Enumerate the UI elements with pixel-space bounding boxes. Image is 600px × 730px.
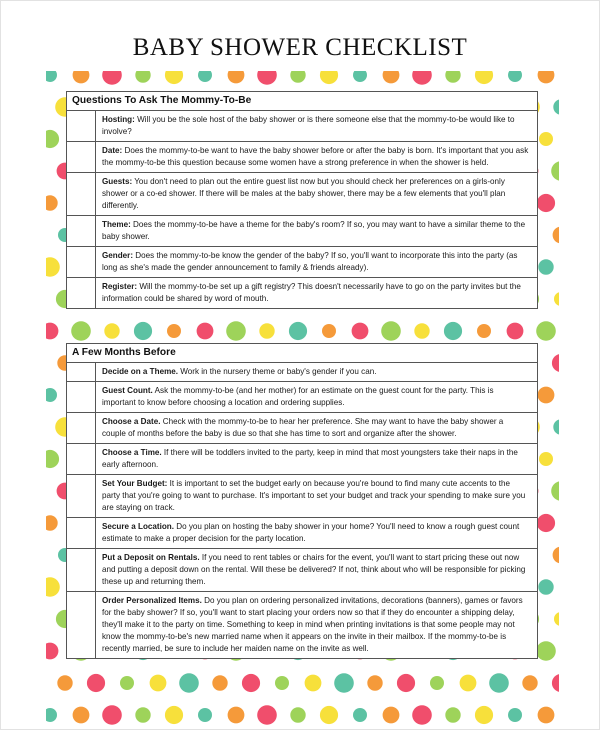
item-text xyxy=(96,247,537,277)
polka-dot xyxy=(538,259,553,274)
checkbox-cell[interactable] xyxy=(67,111,96,141)
item-label: Guests: xyxy=(102,177,133,186)
polka-dot xyxy=(554,292,559,306)
checkbox-cell[interactable] xyxy=(67,382,96,412)
item-description: Do you plan on hosting the baby shower in your home? You'll need to know a rough guest count estimate to make a proper decision for the party location. xyxy=(102,522,520,543)
polka-dot xyxy=(477,324,491,338)
checklist-row xyxy=(67,363,537,381)
checklist-row xyxy=(67,215,537,246)
polka-dot xyxy=(322,324,336,338)
polka-dot xyxy=(383,707,400,724)
polka-dot xyxy=(537,514,555,532)
checklist-row xyxy=(67,548,537,591)
polka-dot xyxy=(46,643,58,660)
item-label: Set Your Budget: xyxy=(102,479,168,488)
checklist-row xyxy=(67,412,537,443)
polka-dot xyxy=(102,71,122,85)
polka-dot xyxy=(536,321,556,341)
polka-dot xyxy=(475,706,493,724)
polka-dot xyxy=(165,706,183,724)
checklist-row xyxy=(67,141,537,172)
polka-dot xyxy=(552,674,559,692)
checkbox-cell[interactable] xyxy=(67,444,96,474)
polka-dot xyxy=(228,71,245,83)
polka-dot xyxy=(538,387,555,404)
polka-dot xyxy=(412,705,432,725)
polka-dot xyxy=(334,673,354,693)
item-text xyxy=(96,592,537,658)
checklist-row xyxy=(67,246,537,277)
checklist-row xyxy=(67,474,537,517)
polka-dot xyxy=(538,579,553,594)
polka-dot xyxy=(46,257,60,277)
polka-dot xyxy=(383,71,400,83)
polka-dot xyxy=(228,707,245,724)
polka-dot xyxy=(198,71,212,82)
item-label: Gender: xyxy=(102,251,134,260)
polka-dot xyxy=(538,71,555,83)
polka-dot xyxy=(367,675,382,690)
section-header: Questions To Ask The Mommy-To-Be xyxy=(67,92,537,111)
polka-dot xyxy=(352,323,369,340)
polka-dot xyxy=(46,130,59,148)
polka-dot xyxy=(57,675,72,690)
polka-dot xyxy=(536,641,556,661)
item-text xyxy=(96,216,537,246)
checkbox-cell[interactable] xyxy=(67,247,96,277)
polka-dot xyxy=(508,71,522,82)
polka-dot xyxy=(290,71,305,83)
checklist-row xyxy=(67,277,537,308)
item-label: Secure a Location. xyxy=(102,522,174,531)
checkbox-cell[interactable] xyxy=(67,142,96,172)
polka-dot xyxy=(259,323,274,338)
polka-dot xyxy=(104,323,119,338)
polka-dot xyxy=(305,675,322,692)
polka-dot xyxy=(71,321,91,341)
polka-dot xyxy=(198,708,212,722)
polka-dot xyxy=(134,322,152,340)
item-label: Choose a Date. xyxy=(102,417,161,426)
polka-dot xyxy=(522,675,537,690)
polka-dot xyxy=(551,481,559,501)
checklist-row xyxy=(67,443,537,474)
polka-dot xyxy=(135,71,150,83)
item-label: Theme: xyxy=(102,220,131,229)
polka-dot xyxy=(179,673,199,693)
section-header: A Few Months Before xyxy=(67,344,537,363)
polka-dot xyxy=(46,577,60,597)
polka-dot xyxy=(135,707,150,722)
polka-dot xyxy=(445,707,460,722)
item-text xyxy=(96,549,537,591)
polka-dot xyxy=(150,675,167,692)
item-description: Does the mommy-to-be know the gender of the baby? If so, you'll want to incorporate this into the party (as long as she's made the gender announcement to family & friends already). xyxy=(102,251,518,272)
polka-dot xyxy=(430,676,444,690)
item-description: It is important to set the budget early on because you're bound to find many cute accents to the party that you're going to want to purchase. It's important to set your budget and track your spending to make sure you are staying on track. xyxy=(102,479,526,512)
section-questions xyxy=(66,91,538,309)
polka-dot xyxy=(167,324,181,338)
polka-dot xyxy=(537,194,555,212)
checkbox-cell[interactable] xyxy=(67,549,96,591)
item-label: Order Personalized Items. xyxy=(102,596,202,605)
polka-dot xyxy=(46,71,57,82)
polka-dot xyxy=(353,71,367,82)
polka-dot xyxy=(554,612,559,626)
item-description: Does the mommy-to-be have a theme for the baby's room? If so, you may want to have a similar theme to the baby shower. xyxy=(102,220,526,241)
polka-dot xyxy=(552,354,559,372)
polka-dot xyxy=(553,227,559,244)
item-description: Work in the nursery theme or baby's gender if you can. xyxy=(180,367,377,376)
item-text xyxy=(96,444,537,474)
checklist-row xyxy=(67,517,537,548)
polka-dot xyxy=(226,321,246,341)
checklist-row xyxy=(67,172,537,215)
polka-dot xyxy=(445,71,460,83)
item-description: Will the mommy-to-be set up a gift registry? This doesn't necessarily have to go on the party invites but the information could be shared by word of mouth. xyxy=(102,282,521,303)
item-description: Ask the mommy-to-be (and her mother) for an estimate on the guest count for the party. This is important to know before choosing a location and ordering supplies. xyxy=(102,386,494,407)
polka-dot xyxy=(46,515,58,530)
polka-dot xyxy=(381,321,401,341)
polka-dot xyxy=(475,71,493,84)
polka-dot xyxy=(320,706,338,724)
polka-dot xyxy=(353,708,367,722)
polka-dot xyxy=(289,322,307,340)
checkbox-cell[interactable] xyxy=(67,592,96,658)
checklist-row xyxy=(67,111,537,141)
polka-dot xyxy=(460,675,477,692)
checkbox-cell[interactable] xyxy=(67,216,96,246)
item-description: Does the mommy-to-be want to have the baby shower before or after the baby is born. It's important that you ask the mommy-to-be this question because some women have a strong preference in when the shower is held. xyxy=(102,146,529,167)
polka-dot xyxy=(120,676,134,690)
polka-dot xyxy=(257,705,277,725)
polka-dot xyxy=(412,71,432,85)
item-description: If you need to rent tables or chairs for the event, you'll want to start pricing these out now and putting a deposit down on the rental. Will these be delivered? If not, think about who will be responsible for picking these up and returning them. xyxy=(102,553,526,586)
polka-dot xyxy=(539,452,553,466)
polka-dot xyxy=(212,675,227,690)
polka-dot xyxy=(46,195,58,210)
polka-dot xyxy=(538,707,555,724)
item-label: Date: xyxy=(102,146,123,155)
polka-dot xyxy=(257,71,277,85)
item-label: Choose a Time. xyxy=(102,448,162,457)
checkbox-cell[interactable] xyxy=(67,518,96,548)
polka-dot xyxy=(508,708,522,722)
item-label: Decide on a Theme. xyxy=(102,367,179,376)
item-text xyxy=(96,173,537,215)
item-description: Check with the mommy-to-be to hear her preference. She may want to have the baby shower a couple of months before the baby is due so that she has time to sort and organize after the shower. xyxy=(102,417,504,438)
checkbox-cell[interactable] xyxy=(67,413,96,443)
polka-dot xyxy=(489,673,509,693)
checkbox-cell[interactable] xyxy=(67,173,96,215)
polka-dot xyxy=(87,674,105,692)
item-description: If there will be toddlers invited to the party, keep in mind that most youngsters take their naps in the early afternoon. xyxy=(102,448,518,469)
item-text xyxy=(96,111,537,141)
polka-dot xyxy=(46,323,58,340)
item-label: Guest Count. xyxy=(102,386,153,395)
item-text xyxy=(96,278,537,308)
section-few-months-before xyxy=(66,343,538,659)
item-text xyxy=(96,142,537,172)
polka-dot xyxy=(197,323,214,340)
polka-dot xyxy=(290,707,305,722)
item-text xyxy=(96,363,537,381)
polka-dot xyxy=(507,323,524,340)
polka-dot xyxy=(414,323,429,338)
polka-dot xyxy=(102,705,122,725)
polka-dot xyxy=(46,450,59,468)
polka-dot xyxy=(275,676,289,690)
page-title: BABY SHOWER CHECKLIST xyxy=(132,34,468,61)
checklist-row xyxy=(67,591,537,658)
checkbox-cell[interactable] xyxy=(67,363,96,381)
polka-dot xyxy=(320,71,338,84)
checklist-row xyxy=(67,381,537,412)
item-text xyxy=(96,382,537,412)
item-text xyxy=(96,413,537,443)
polka-dot xyxy=(539,132,553,146)
polka-dot xyxy=(553,99,559,114)
polka-dot xyxy=(73,707,90,724)
item-description: Will you be the sole host of the baby shower or is there someone else that the mommy-to-be would like to involve? xyxy=(102,115,515,136)
item-description: Do you plan on ordering personalized invitations, decorations (banners), games or favors for the baby shower? If so, you'll want to start placing your orders now so that if they do encounter a shipping delay, they'll make it to the party on time. Something to keep in mind when printing invitations is that some people may not know the mommy-to-be's new married name when it appears on the invite in their mailbox. If the mommy-to-be is recently married, be sure to include her maiden name on the invite as well. xyxy=(102,596,523,653)
item-text xyxy=(96,475,537,517)
checkbox-cell[interactable] xyxy=(67,475,96,517)
polka-dot xyxy=(73,71,90,83)
item-text xyxy=(96,518,537,548)
polka-dot xyxy=(242,674,260,692)
item-label: Put a Deposit on Rentals. xyxy=(102,553,200,562)
checkbox-cell[interactable] xyxy=(67,278,96,308)
polka-dot xyxy=(553,419,559,434)
polka-dot xyxy=(444,322,462,340)
polka-dot xyxy=(551,161,559,181)
item-label: Hosting: xyxy=(102,115,135,124)
polka-dot xyxy=(165,71,183,84)
polka-dot xyxy=(553,547,559,564)
polka-dot xyxy=(46,708,57,722)
polka-dot xyxy=(46,388,57,402)
item-description: You don't need to plan out the entire guest list now but you should check her preferences on a girls-only shower or a co-ed shower. If there will be males at the baby shower, there may be a few elements that you'll plan differently. xyxy=(102,177,506,210)
polka-dot xyxy=(397,674,415,692)
item-label: Register: xyxy=(102,282,138,291)
